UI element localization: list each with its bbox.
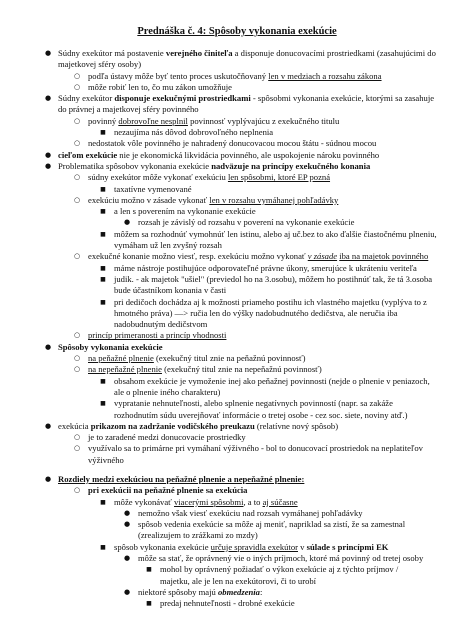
list-item	[40, 474, 450, 485]
hollow-circle-bullet-icon: ○	[73, 444, 81, 453]
list-item	[40, 150, 450, 161]
list-item	[40, 342, 450, 353]
text-segment: môže vykonávať	[114, 496, 174, 507]
list-item	[40, 195, 450, 206]
list-item	[40, 48, 450, 59]
square-bullet-icon: ■	[100, 498, 106, 506]
filled-circle-bullet-icon: ●	[44, 342, 52, 351]
text-segment: využívalo sa to primárne pri vymáhaní výživného - bol to donucovací prostriedok na neplatiteľov	[88, 443, 423, 454]
text-segment: výživného	[88, 454, 124, 465]
text-segment: prikazom na zadržanie vodičského preukazu	[90, 420, 255, 431]
square-bullet-icon: ■	[100, 185, 106, 193]
list-item-continuation	[40, 308, 450, 319]
text-segment: cieľom exekúcie	[58, 149, 118, 160]
text-segment: predaj nehnuteľnosti - drobné exekúcie	[160, 598, 295, 609]
text-segment: nedostatok vôle povinného je nahradený donucovacou mocou štátu - súdnou mocou	[88, 138, 377, 149]
square-bullet-icon: ■	[146, 566, 152, 574]
text-segment: len v rozsahu vymáhanej pohľadávky	[209, 194, 339, 205]
text-segment: pri dedičoch dochádza aj k možnosti priameho postihu ich vlastného majetku (vyplýva to z	[114, 296, 427, 307]
square-bullet-icon: ■	[100, 264, 106, 272]
list-item	[40, 217, 450, 228]
hollow-circle-bullet-icon: ○	[73, 252, 81, 261]
list-item	[40, 251, 450, 262]
list-item	[40, 398, 450, 409]
list-item-continuation	[40, 285, 450, 296]
text-segment: ale o plnenie iného charakteru)	[114, 386, 221, 397]
text-segment: a disponuje donucovacími prostriedkami (zasahujúcimi do	[232, 48, 436, 58]
list-item	[40, 598, 450, 609]
list-item	[40, 353, 450, 364]
filled-circle-bullet-icon: ●	[44, 161, 52, 170]
text-segment: môže robiť len to, čo mu zákon umožňuje	[88, 81, 232, 92]
text-segment: - spôsobmi vykonania exekúcie, ktorými sa zasahuje	[250, 93, 435, 104]
text-segment: určuje spravidla exekútor	[210, 541, 298, 552]
text-segment: , a to	[243, 496, 263, 507]
text-segment: Súdny exekútor	[58, 93, 115, 104]
text-segment: (exekučný titul znie na peňažnú povinnosť)	[153, 353, 306, 364]
list-item-continuation	[40, 104, 450, 115]
text-segment: Spôsoby vykonania exekúcie	[58, 341, 163, 352]
list-item	[40, 587, 450, 598]
list-item-continuation	[40, 387, 450, 398]
text-segment: môžem sa rozhodnúť vymohnúť len istinu, alebo aj uč.bez to ako ďalšie čiastočnému plneniu,	[114, 228, 437, 239]
text-segment: verejného činiteľa	[165, 48, 233, 58]
list-item	[40, 421, 450, 432]
text-segment: taxatívne vymenované	[114, 183, 192, 194]
filled-circle-bullet-icon: ●	[123, 218, 131, 227]
filled-circle-bullet-icon: ●	[44, 474, 52, 483]
text-segment: obmedzenia	[217, 586, 260, 597]
text-segment: do právnej a majetkovej sféry povinného	[58, 104, 199, 115]
list-item	[40, 497, 450, 508]
text-segment: v	[298, 541, 307, 552]
list-item	[40, 263, 450, 274]
list-item	[40, 485, 450, 496]
list-item	[40, 138, 450, 149]
hollow-circle-bullet-icon: ○	[73, 71, 81, 80]
list-item	[40, 553, 450, 564]
list-item-continuation	[40, 530, 450, 541]
text-segment: disponuje exekučnými prostriedkami	[114, 93, 251, 104]
text-segment: :	[259, 586, 263, 597]
text-segment: majetku, ale je len na exekútorovi, či to urobí	[160, 575, 317, 586]
text-segment: pri exekúcii na peňažné plnenie sa exekúcia	[88, 485, 248, 496]
text-segment: exekučné konanie možno viesť, resp. exekúciu možno vykonať	[88, 251, 308, 262]
hollow-circle-bullet-icon: ○	[73, 173, 81, 182]
list-item	[40, 161, 450, 172]
list-item	[40, 432, 450, 443]
hollow-circle-bullet-icon: ○	[73, 331, 81, 340]
text-segment: spôsob vykonania exekúcie	[114, 541, 211, 552]
list-item	[40, 82, 450, 93]
filled-circle-bullet-icon: ●	[123, 520, 131, 529]
text-segment: na nepeňažné plnenie	[88, 364, 162, 375]
text-segment: majetkovej sféry osoby)	[58, 59, 142, 70]
list-item	[40, 229, 450, 240]
list-item-continuation	[40, 455, 450, 466]
square-bullet-icon: ■	[146, 600, 152, 608]
text-segment: a len s poverením na vykonanie exekúcie	[114, 206, 256, 217]
text-segment: rozsah je závislý od rozsahu v poverení na vykonanie exekúcie	[138, 217, 355, 228]
list-item	[40, 184, 450, 195]
text-segment: len v medziach a rozsahu zákona	[268, 70, 382, 81]
list-item	[40, 508, 450, 519]
text-segment: princíp primeranosti a princíp vhodnosti	[88, 330, 227, 341]
text-segment: (exekučný titul znie na nepeňažnú povinnosť)	[161, 364, 322, 375]
square-bullet-icon: ■	[100, 298, 106, 306]
text-segment: súdny exekútor môže vykonať exekúciu	[88, 172, 228, 183]
filled-circle-bullet-icon: ●	[44, 421, 52, 430]
text-segment: môže sa stať, že oprávnený vie o iných príjmoch, ktoré má povinný od tretej osoby	[138, 553, 424, 564]
list-item	[40, 443, 450, 454]
text-segment: nadväzuje na princípy exekučného konania	[211, 160, 371, 171]
text-segment: viacerými spôsobmi	[174, 496, 244, 507]
square-bullet-icon: ■	[100, 275, 106, 283]
list-item-continuation	[40, 576, 450, 587]
text-segment: na peňažné plnenie	[88, 353, 154, 364]
list-item-continuation	[40, 240, 450, 251]
text-segment: povinnosť vyplývajúcu z exekučného titulu	[187, 115, 340, 126]
text-segment: (relatívne nový spôsob)	[254, 420, 339, 431]
list-item-continuation	[40, 410, 450, 421]
square-bullet-icon: ■	[100, 377, 106, 385]
hollow-circle-bullet-icon: ○	[73, 486, 81, 495]
text-segment: vypratanie nehnuteľnosti, alebo splnenie negatívnych povinností (napr. sa zakáže	[114, 398, 393, 409]
filled-circle-bullet-icon: ●	[123, 508, 131, 517]
text-segment: máme nástroje postihujúce odporovateľné právne úkony, smerujúce k ukráteniu veriteľa	[114, 262, 417, 273]
square-bullet-icon: ■	[100, 543, 106, 551]
text-segment: Rozdiely medzi exekúciou na peňažné plnenie a nepeňažné plnenie:	[58, 473, 305, 484]
filled-circle-bullet-icon: ●	[44, 94, 52, 103]
text-segment: súlade s princípmi EK	[306, 541, 389, 552]
list-item	[40, 274, 450, 285]
page-title: Prednáška č. 4: Spôsoby vykonania exekúcie	[137, 26, 337, 37]
text-segment: spôsob vedenia exekúcie sa môže aj meniť, napriklad sa zistí, že sa zamestnal	[138, 519, 406, 530]
filled-circle-bullet-icon: ●	[44, 49, 52, 57]
lecture-notes	[40, 48, 450, 610]
list-item	[40, 297, 450, 308]
text-segment: Súdny exekútor má postavenie	[58, 48, 166, 58]
list-item-continuation	[40, 319, 450, 330]
text-segment: dobrovoľne nesplnil	[118, 115, 188, 126]
filled-circle-bullet-icon: ●	[44, 150, 52, 159]
text-segment: exekúciu možno v zásade vykonať	[88, 194, 210, 205]
list-item	[40, 364, 450, 375]
hollow-circle-bullet-icon: ○	[73, 433, 81, 442]
text-segment: mohol by oprávnený požiadať o výkon exekúcie aj z týchto príjmov /	[160, 564, 399, 575]
hollow-circle-bullet-icon: ○	[73, 195, 81, 204]
text-segment: obsahom exekúcie je vymoženie inej ako peňažnej povinnosti (nejde o plnenie v peniazoch,	[114, 375, 430, 386]
square-bullet-icon: ■	[100, 400, 106, 408]
text-segment: je to zaradené medzi donucovacie prostriedky	[88, 432, 246, 443]
text-segment: podľa ústavy môže byť tento proces uskutočňovaný	[88, 70, 269, 81]
filled-circle-bullet-icon: ●	[123, 554, 131, 563]
text-segment: hmotného práva) —> ručia len do výšky nadobudnutého dedičstva, ale neručia iba	[114, 307, 398, 318]
square-bullet-icon: ■	[100, 208, 106, 216]
square-bullet-icon: ■	[100, 129, 106, 137]
text-segment: (zrealizujem to zrážkami zo mzdy)	[138, 530, 258, 541]
text-segment: v zásade	[307, 251, 338, 262]
text-segment: nezaujíma nás dôvod dobrovoľného neplnenia	[114, 127, 274, 138]
filled-circle-bullet-icon: ●	[123, 587, 131, 596]
text-segment: len spôsobmi, ktoré EP pozná	[227, 172, 331, 183]
text-segment: povinný	[88, 115, 119, 126]
list-item	[40, 206, 450, 217]
list-item	[40, 564, 450, 575]
hollow-circle-bullet-icon: ○	[73, 365, 81, 374]
text-segment: nadobudnutým dedičstvom	[114, 319, 208, 330]
text-segment: niektoré spôsoby majú	[138, 586, 218, 597]
list-item	[40, 330, 450, 341]
text-segment: aj súčasne	[262, 496, 298, 507]
text-segment: vymáham už len zvyšný rozsah	[114, 240, 222, 251]
text-segment: judik. - ak majetok "ušiel" (previedol ho na 3.osobu), môžem ho postihnúť tak, že tá 3.osoba	[114, 273, 433, 284]
hollow-circle-bullet-icon: ○	[73, 139, 81, 148]
list-item	[40, 542, 450, 553]
list-item	[40, 71, 450, 82]
text-segment: iba na majetok povinného	[339, 251, 429, 262]
list-item	[40, 519, 450, 530]
list-item	[40, 93, 450, 104]
square-bullet-icon: ■	[100, 230, 106, 238]
text-segment: bude účastníkom konania v časti	[114, 285, 227, 296]
hollow-circle-bullet-icon: ○	[73, 116, 81, 125]
section-gap	[40, 466, 450, 474]
text-segment: nemožno však viesť exekúciu nad rozsah vymáhanej pohľadávky	[138, 507, 363, 518]
text-segment: nie je ekonomická likvidácia povinného, ale uspokojenie nároku povinného	[117, 149, 380, 160]
hollow-circle-bullet-icon: ○	[73, 82, 81, 91]
text-segment: exekúcia	[58, 420, 91, 431]
hollow-circle-bullet-icon: ○	[73, 354, 81, 363]
text-segment: rozhodnutím súdu uverejňovať informácie o tretej osobe - cez soc. siete, noviny atď.)	[114, 409, 408, 420]
list-item	[40, 172, 450, 183]
text-segment: Problematika spôsobov vykonania exekúcie	[58, 160, 212, 171]
list-item	[40, 127, 450, 138]
list-item	[40, 116, 450, 127]
list-item-continuation	[40, 59, 450, 70]
list-item	[40, 376, 450, 387]
